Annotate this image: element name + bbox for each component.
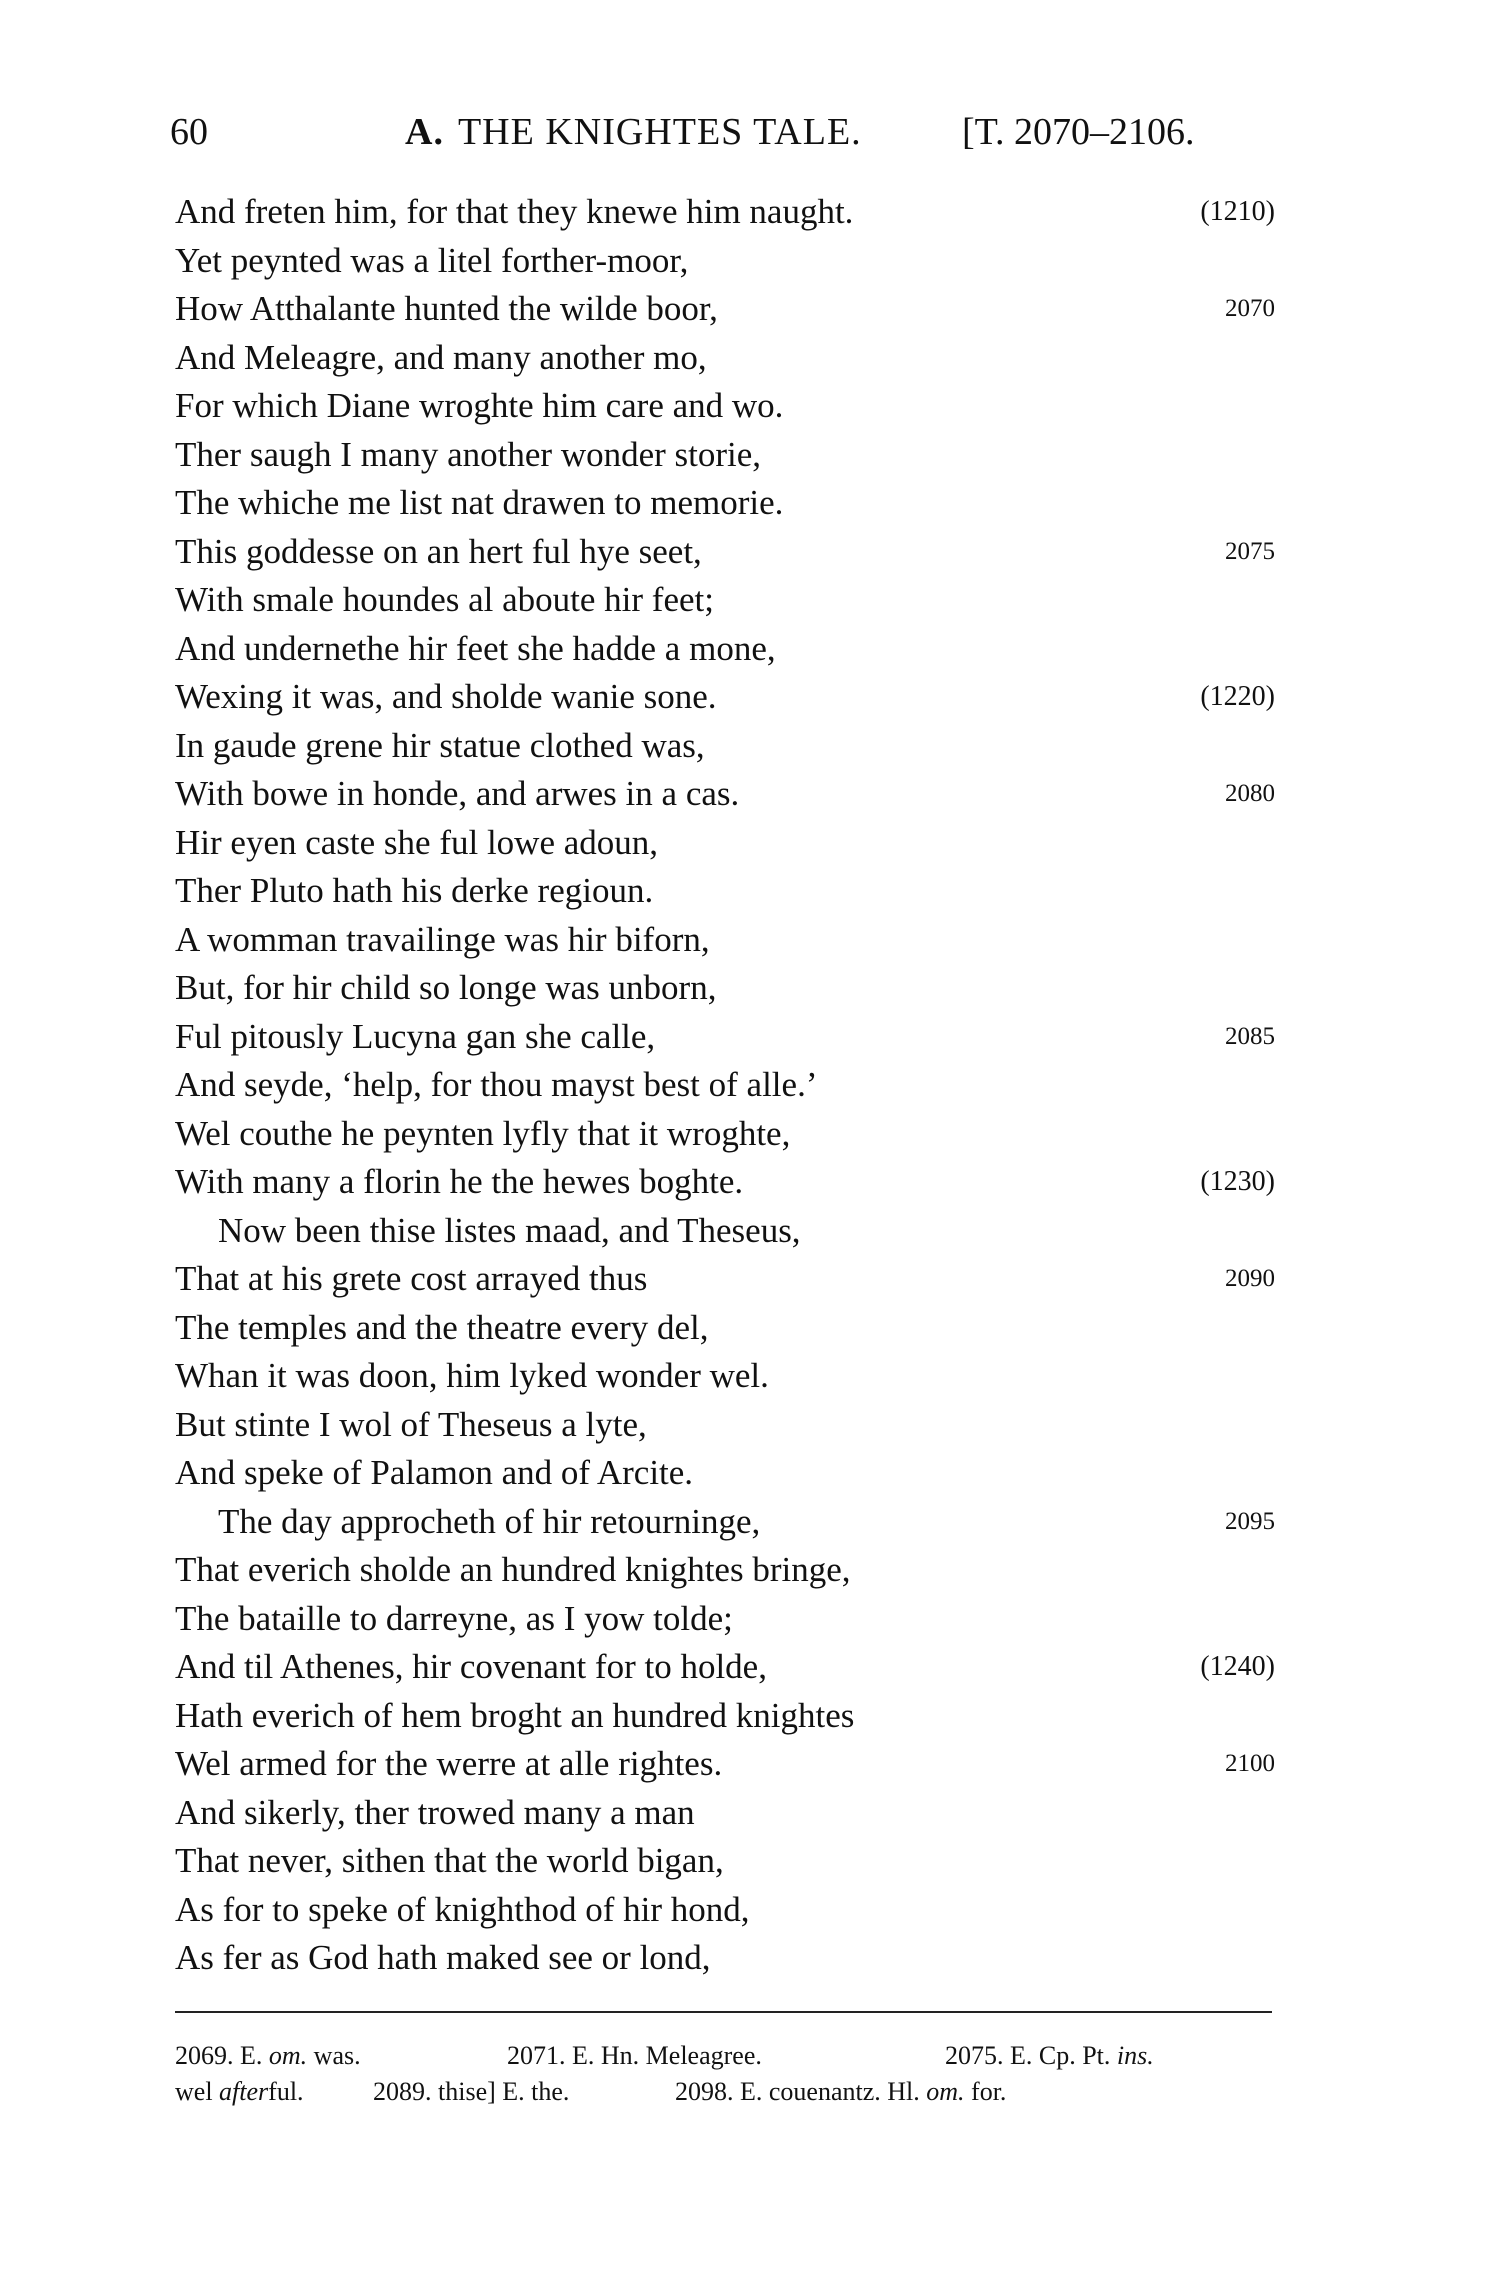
verse-line (175, 1934, 1275, 1983)
footnote: wel afterful. (175, 2077, 304, 2106)
verse-line (175, 673, 1275, 722)
line-number: (1220) (1200, 681, 1275, 712)
footnote-rule (175, 2011, 1272, 2013)
page-number: 60 (170, 111, 208, 153)
footnotes (175, 2038, 1275, 2110)
verse-line (175, 431, 1275, 480)
verse-line (175, 1061, 1275, 1110)
verse-line (175, 1207, 1275, 1256)
line-number: 2090 (1225, 1265, 1275, 1292)
verse-text: Whan it was doon, him lyked wonder wel. (175, 1356, 769, 1395)
verse-text: For which Diane wroghte him care and wo. (175, 386, 784, 425)
verse-line (175, 1401, 1275, 1450)
verse-text: The temples and the theatre every del, (175, 1307, 709, 1347)
verse-line (175, 1110, 1275, 1159)
footnote: 2089. thise] E. the. (373, 2077, 570, 2106)
verse-line (175, 576, 1275, 625)
verse-text: Hir eyen caste she ful lowe adoun, (175, 822, 659, 862)
verse-line (175, 1255, 1275, 1304)
verse-text: In gaude grene hir statue clothed was, (175, 725, 705, 765)
line-number: (1240) (1200, 1651, 1275, 1682)
verse-text: As fer as God hath maked see or lond, (175, 1938, 711, 1977)
verse-text: And til Athenes, hir covenant for to holde, (175, 1647, 767, 1686)
verse-line (175, 722, 1275, 771)
verse-text: This goddesse on an hert ful hye seet, (175, 531, 702, 571)
verse-text: But, for hir child so longe was unborn, (175, 968, 717, 1007)
verse-line (175, 479, 1275, 528)
verse-line (175, 237, 1275, 286)
verse-text: And Meleagre, and many another mo, (175, 337, 707, 377)
verse-text: With smale houndes al aboute hir feet; (175, 580, 714, 619)
verse-text: And freten him, for that they knewe him naught. (175, 192, 854, 231)
verse-line (175, 1304, 1275, 1353)
verse-line (175, 1546, 1275, 1595)
verse-line (175, 1740, 1275, 1789)
line-number: 2075 (1225, 537, 1275, 565)
verse-text: A womman travailinge was hir biforn, (175, 919, 710, 959)
verse-text: The day approcheth of hir retourninge, (218, 1501, 761, 1541)
verse-line (175, 1449, 1275, 1498)
running-title (405, 110, 862, 154)
line-number: 2085 (1225, 1022, 1275, 1050)
verse-block (175, 188, 1275, 1983)
section-letter: A. (405, 111, 444, 153)
verse-line (175, 867, 1275, 916)
line-range: [T. 2070–2106. (962, 111, 1195, 153)
line-number: 2070 (1225, 295, 1275, 322)
verse-text: Hath everich of hem broght an hundred knightes (175, 1695, 855, 1735)
running-header (170, 110, 1270, 162)
verse-text: Ther saugh I many another wonder storie, (175, 434, 762, 474)
verse-text: With bowe in honde, and arwes in a cas. (175, 774, 740, 813)
footnote: 2098. E. couenantz. Hl. om. for. (675, 2077, 1007, 2106)
verse-text: And speke of Palamon and of Arcite. (175, 1453, 694, 1492)
verse-line (175, 1498, 1275, 1547)
verse-text: The whiche me list nat drawen to memorie. (175, 483, 784, 522)
footnote: 2071. E. Hn. Meleagree. (507, 2041, 762, 2070)
verse-line (175, 1013, 1275, 1062)
verse-line (175, 1643, 1275, 1692)
verse-line (175, 1595, 1275, 1644)
footnote-row (175, 2074, 1275, 2110)
verse-text: Yet peynted was a litel forther-moor, (175, 240, 689, 280)
verse-line (175, 528, 1275, 577)
verse-text: Now been thise listes maad, and Theseus, (218, 1210, 801, 1250)
verse-line (175, 819, 1275, 868)
verse-line (175, 188, 1275, 237)
verse-line (175, 964, 1275, 1013)
line-number: 2095 (1225, 1507, 1275, 1535)
verse-line (175, 1886, 1275, 1935)
verse-line (175, 625, 1275, 674)
verse-text: That never, sithen that the world bigan, (175, 1841, 724, 1880)
verse-line (175, 916, 1275, 965)
verse-line (175, 382, 1275, 431)
verse-text: And seyde, ‘help, for thou mayst best of alle.’ (175, 1065, 818, 1104)
verse-text: Wel couthe he peynten lyfly that it wroghte, (175, 1113, 791, 1153)
verse-line (175, 285, 1275, 334)
verse-line (175, 770, 1275, 819)
footnote: 2075. E. Cp. Pt. ins. (945, 2041, 1154, 2070)
tale-title: THE KNIGHTES TALE. (457, 111, 862, 153)
line-number: (1210) (1200, 196, 1275, 227)
verse-line (175, 1352, 1275, 1401)
line-number: (1230) (1200, 1166, 1275, 1197)
verse-text: Wel armed for the werre at alle rightes. (175, 1744, 723, 1783)
verse-text: And undernethe hir feet she hadde a mone, (175, 628, 776, 668)
verse-text: How Atthalante hunted the wilde boor, (175, 289, 718, 328)
footnote: 2069. E. om. was. (175, 2041, 361, 2070)
verse-line (175, 1692, 1275, 1741)
verse-line (175, 1789, 1275, 1838)
verse-text: As for to speke of knighthod of hir hond, (175, 1889, 750, 1929)
verse-text: That at his grete cost arrayed thus (175, 1259, 648, 1298)
verse-text: The bataille to darreyne, as I yow tolde; (175, 1598, 733, 1638)
verse-text: And sikerly, ther trowed many a man (175, 1792, 695, 1832)
verse-line (175, 1837, 1275, 1886)
verse-text: Ful pitously Lucyna gan she calle, (175, 1016, 656, 1056)
verse-line (175, 334, 1275, 383)
line-number: 2080 (1225, 780, 1275, 807)
verse-line (175, 1158, 1275, 1207)
verse-text: That everich sholde an hundred knightes bringe, (175, 1550, 851, 1589)
line-number: 2100 (1225, 1750, 1275, 1777)
verse-text: But stinte I wol of Theseus a lyte, (175, 1404, 647, 1444)
footnote-row (175, 2038, 1275, 2074)
verse-text: Ther Pluto hath his derke regioun. (175, 871, 654, 910)
verse-text: With many a florin he the hewes boghte. (175, 1162, 744, 1201)
verse-text: Wexing it was, and sholde wanie sone. (175, 677, 717, 716)
